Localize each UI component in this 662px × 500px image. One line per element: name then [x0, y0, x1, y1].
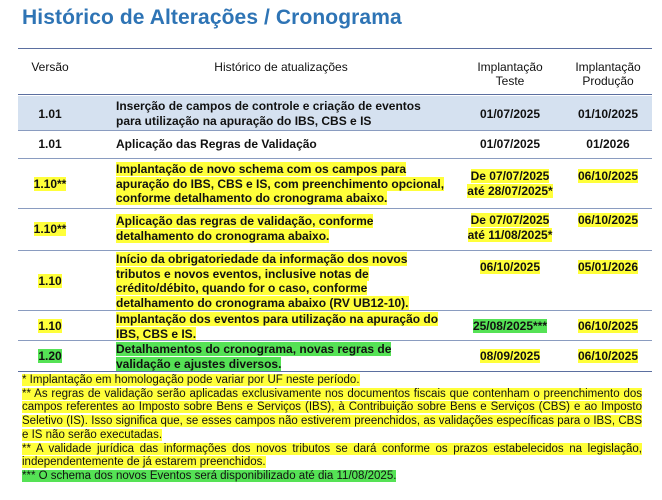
row-version: 1.10** [33, 222, 67, 236]
row-teste-date: 25/08/2025*** [472, 319, 548, 333]
row-description: Início da obrigatoriedade da informação dos novos tributos e novos eventos, inclusive notas de crédito/débito, quando for o caso, conforme detalhamento do cronograma abaixo (RV UB12-10). [116, 252, 409, 310]
table-row [18, 210, 652, 250]
header-historico: Histórico de atualizações [214, 60, 348, 74]
table-row [18, 96, 652, 130]
row-producao-date: 05/01/2026 [577, 260, 639, 274]
row-teste-date: 01/07/2025 [479, 107, 541, 121]
row-producao-date: 01/10/2025 [577, 107, 639, 121]
row-divider [18, 208, 652, 209]
row-version: 1.20 [38, 349, 62, 363]
row-description: Inserção de campos de controle e criação de eventos para utilização na apuração do IBS, CBS e IS [116, 99, 421, 128]
row-producao-date: 06/10/2025 [577, 349, 639, 363]
row-description: Implantação de novo schema com os campos para apuração do IBS, CBS e IS, com preenchimento opcional, conforme detalhamento do cronograma abaixo. [116, 162, 445, 205]
header-producao-line2: Produção [582, 74, 634, 88]
row-teste-date: 06/10/2025 [479, 260, 541, 274]
row-teste-date: De 07/07/2025 [470, 169, 550, 183]
bottom-rule [18, 371, 652, 372]
row-teste-date: De 07/07/2025 [470, 213, 550, 227]
header-rule [18, 94, 652, 95]
footnote-1: * Implantação em homologação pode variar por UF neste período. [22, 374, 360, 386]
row-description: Aplicação das regras de validação, conforme detalhamento do cronograma abaixo. [116, 214, 374, 243]
row-description: Detalhamentos do cronograma, novas regras de validação e ajustes diversos. [116, 342, 392, 371]
table-row [18, 312, 652, 340]
row-teste-date: 08/09/2025 [479, 349, 541, 363]
row-teste-date-end: até 28/07/2025* [467, 183, 553, 198]
row-divider [18, 250, 652, 251]
footnotes [22, 374, 642, 484]
row-version: 1.10** [33, 177, 67, 191]
row-version: 1.01 [38, 107, 62, 121]
row-producao-date: 06/10/2025 [577, 169, 639, 183]
row-description: Aplicação das Regras de Validação [116, 137, 317, 151]
row-producao-date: 06/10/2025 [577, 213, 639, 227]
header-producao [564, 60, 652, 88]
row-divider [18, 310, 652, 311]
table-row [18, 160, 652, 208]
header-teste-line1: Implantação [477, 60, 543, 74]
header-teste [458, 60, 562, 88]
footnote-4: *** O schema dos novos Eventos será disponibilizado até dia 11/08/2025. [22, 469, 397, 482]
row-version: 1.10 [38, 319, 62, 333]
top-rule [18, 48, 652, 49]
row-producao-date: 06/10/2025 [577, 319, 639, 333]
page-title: Histórico de Alterações / Cronograma [22, 6, 402, 29]
row-producao-date: 01/2026 [586, 137, 630, 151]
footnote-3: ** A validade jurídica das informações dos novos tributos se dará conforme os prazos estabelecidos na legislação, independentemente de já estarem preenchidos. [22, 442, 642, 469]
row-version: 1.10 [38, 274, 62, 288]
row-description: Implantação dos eventos para utilização na apuração do IBS, CBS e IS. [116, 312, 439, 341]
header-producao-line1: Implantação [575, 60, 641, 74]
row-teste-date: 01/07/2025 [479, 137, 541, 151]
header-versao: Versão [31, 60, 69, 74]
row-divider [18, 158, 652, 159]
table-row [18, 252, 652, 310]
header-teste-line2: Teste [495, 74, 525, 88]
table-row [18, 341, 652, 371]
row-teste-date-end: até 11/08/2025* [467, 227, 553, 242]
footnote-2: ** As regras de validação serão aplicadas exclusivamente nos documentos fiscais que contenham o preenchimento dos campos referentes ao Imposto sobre Bens e Serviços (IBS), à Contribuição sobre Bens e Serviços (CBS) e ao Imposto Seletivo (IS). Isso significa que, se esses campos não estiverem preenchidos, as validações específicas para o IBS, CBS e IS não serão executadas. [22, 387, 642, 441]
table-row [18, 131, 652, 158]
row-version: 1.01 [38, 137, 62, 151]
